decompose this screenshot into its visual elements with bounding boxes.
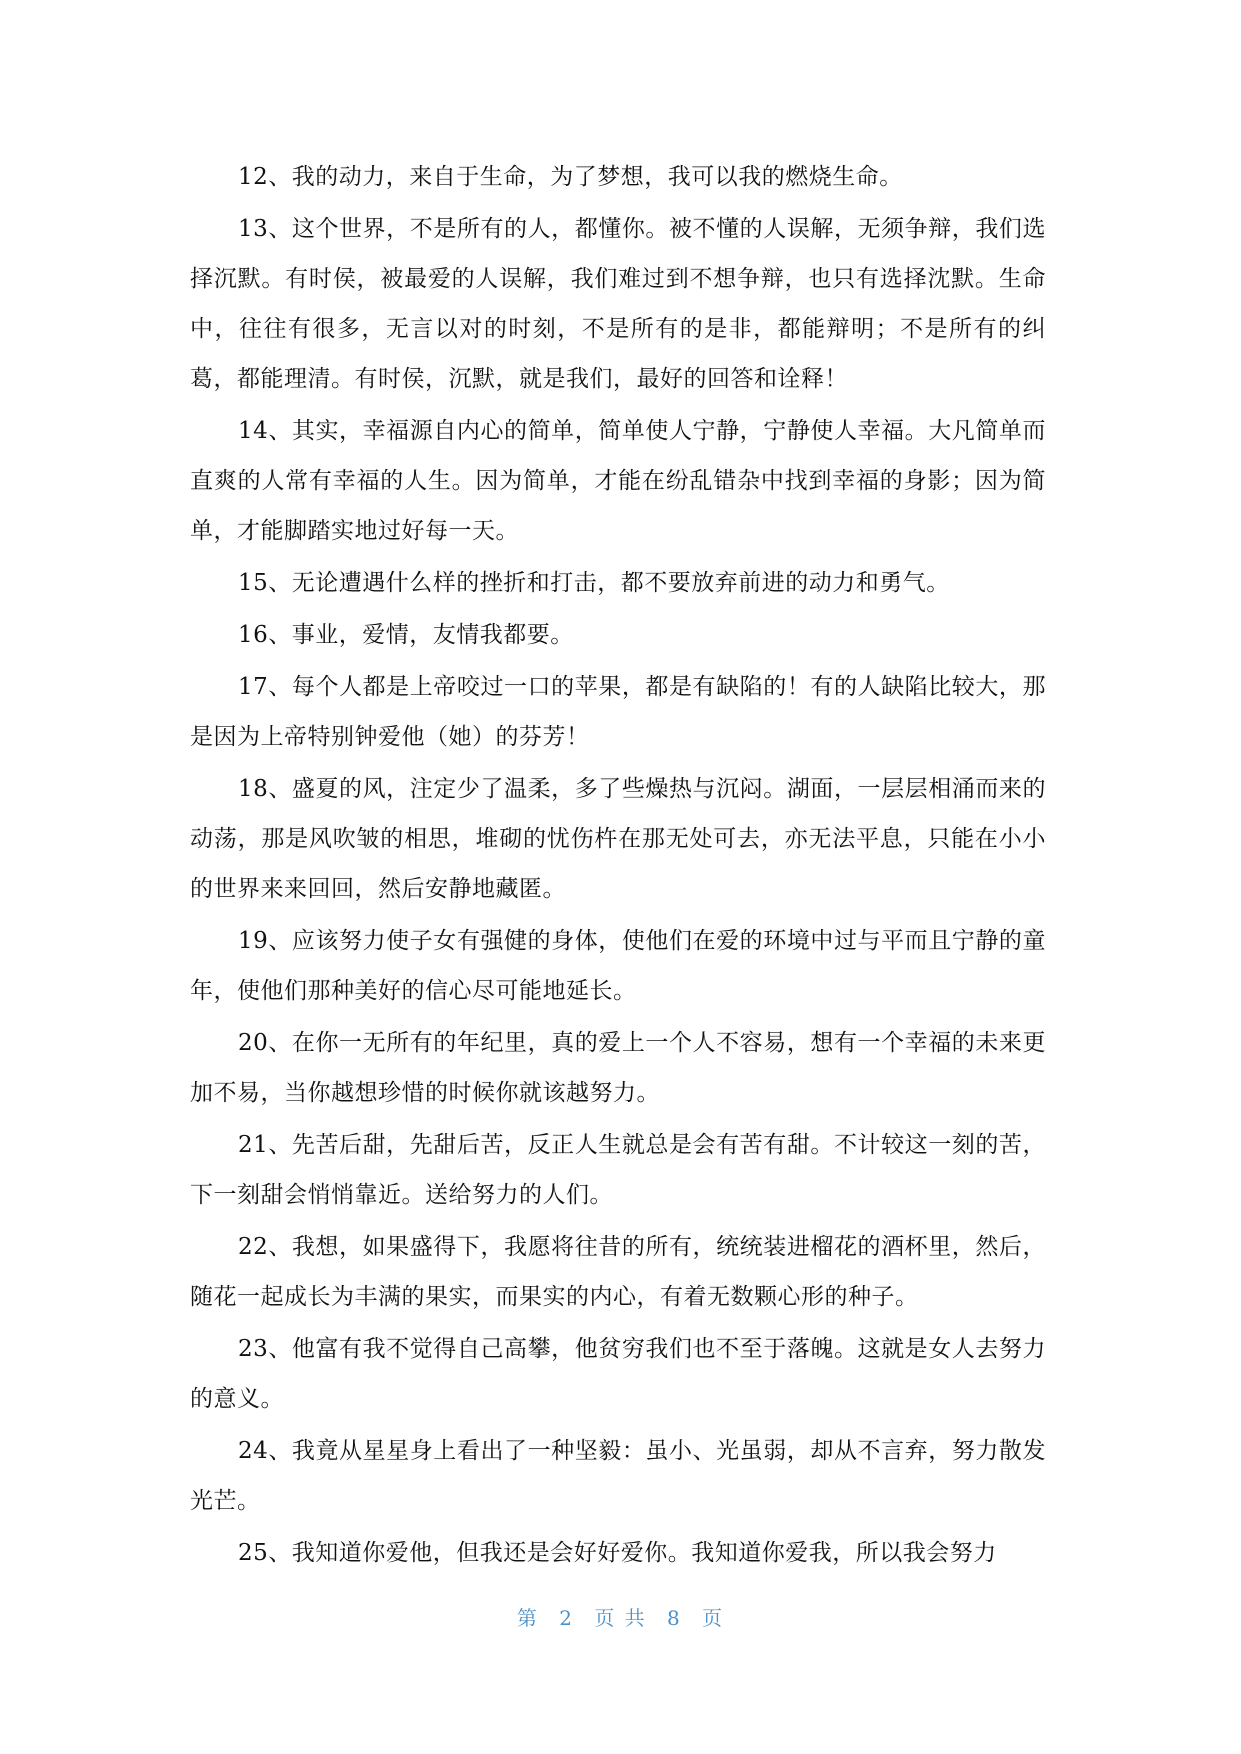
footer-middle: 页 共 <box>594 1606 647 1630</box>
paragraph-17: 17、每个人都是上帝咬过一口的苹果，都是有缺陷的！有的人缺陷比较大，那是因为上帝特别钟爱他（她）的芬芳！ <box>190 674 1046 750</box>
paragraph-13: 13、这个世界，不是所有的人，都懂你。被不懂的人误解，无须争辩，我们选择沉默。有时侯，被最爱的人误解，我们难过到不想争辩，也只有选择沈默。生命中，往往有很多，无言以对的时刻，不是所有的是非，都能辩明；不是所有的纠葛，都能理清。有时侯，沉默，就是我们，最好的回答和诠释！ <box>190 216 1046 392</box>
paragraph-15: 15、无论遭遇什么样的挫折和打击，都不要放弃前进的动力和勇气。 <box>238 570 950 596</box>
document-body <box>190 152 1046 1580</box>
paragraph-24: 24、我竟从星星身上看出了一种坚毅：虽小、光虽弱，却从不言弃，努力散发光芒。 <box>190 1438 1046 1514</box>
footer-suffix: 页 <box>702 1606 725 1630</box>
paragraph-22: 22、我想，如果盛得下，我愿将往昔的所有，统统装进榴花的酒杯里，然后，随花一起成长为丰满的果实，而果实的内心，有着无数颗心形的种子。 <box>190 1234 1046 1310</box>
paragraph-20: 20、在你一无所有的年纪里，真的爱上一个人不容易，想有一个幸福的未来更加不易，当你越想珍惜的时候你就该越努力。 <box>190 1030 1046 1106</box>
paragraph-16: 16、事业，爱情，友情我都要。 <box>238 622 574 648</box>
paragraph-14: 14、其实，幸福源自内心的简单，简单使人宁静，宁静使人幸福。大凡简单而直爽的人常有幸福的人生。因为简单，才能在纷乱错杂中找到幸福的身影；因为简单，才能脚踏实地过好每一天。 <box>190 418 1046 544</box>
current-page-number: 2 <box>559 1606 574 1630</box>
paragraph-21: 21、先苦后甜，先甜后苦，反正人生就总是会有苦有甜。不计较这一刻的苦，下一刻甜会悄悄靠近。送给努力的人们。 <box>190 1132 1046 1208</box>
paragraph-12: 12、我的动力，来自于生命，为了梦想，我可以我的燃烧生命。 <box>238 164 903 190</box>
paragraph-18: 18、盛夏的风，注定少了温柔，多了些燥热与沉闷。湖面，一层层相涌而来的动荡，那是风吹皱的相思，堆砌的忧伤杵在那无处可去，亦无法平息，只能在小小的世界来来回回，然后安静地藏匿。 <box>190 776 1046 902</box>
total-pages-number: 8 <box>667 1606 682 1630</box>
footer-prefix: 第 <box>516 1606 539 1630</box>
page-footer <box>0 1602 1241 1631</box>
paragraph-23: 23、他富有我不觉得自己高攀，他贫穷我们也不至于落魄。这就是女人去努力的意义。 <box>190 1336 1046 1412</box>
paragraph-19: 19、应该努力使子女有强健的身体，使他们在爱的环境中过与平而且宁静的童年，使他们那种美好的信心尽可能地延长。 <box>190 928 1046 1004</box>
paragraph-25: 25、我知道你爱他，但我还是会好好爱你。我知道你爱我，所以我会努力 <box>238 1540 997 1566</box>
